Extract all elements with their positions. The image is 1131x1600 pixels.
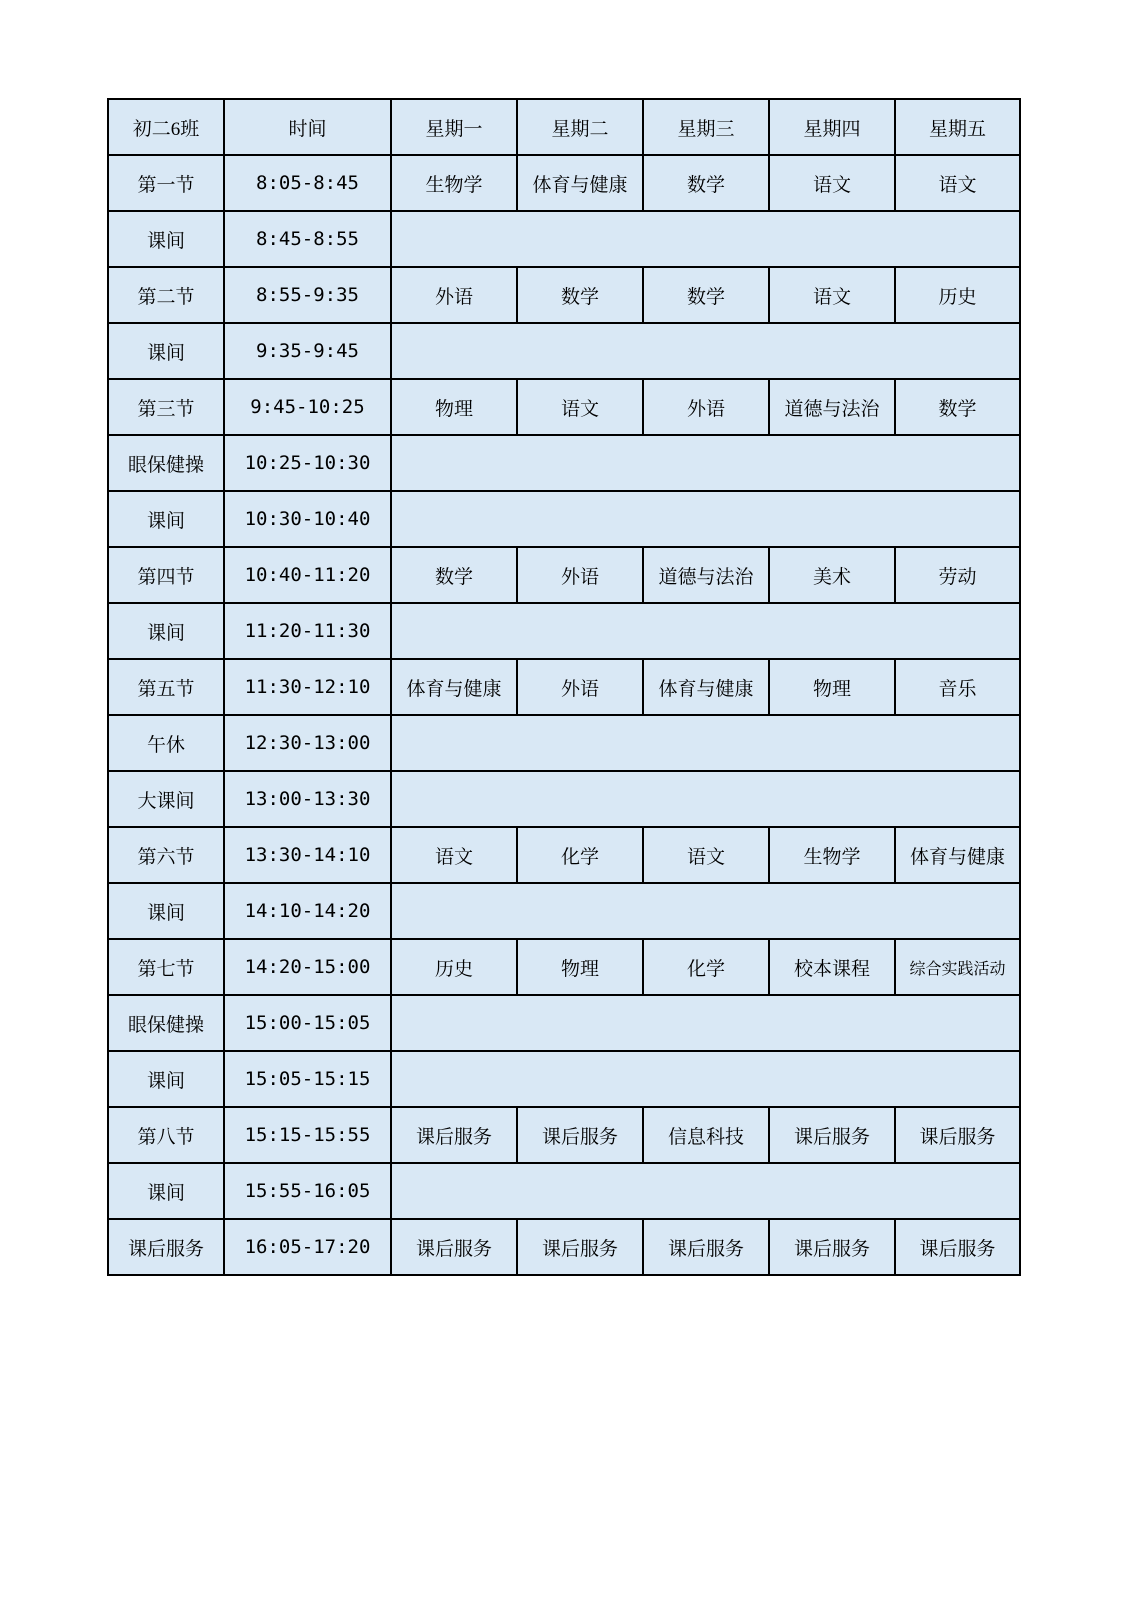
subject-cell: 物理 [518,940,642,994]
period-time: 10:40-11:20 [225,548,390,602]
class-schedule-table [107,98,1021,1276]
period-time: 11:20-11:30 [225,604,390,658]
period-time: 13:00-13:30 [225,772,390,826]
subject-cell: 美术 [770,548,894,602]
table-row [109,212,1019,266]
break-span [392,772,1019,826]
period-label: 课间 [109,1164,223,1218]
table-header [109,100,1019,154]
period-label: 第一节 [109,156,223,210]
table-row [109,772,1019,826]
break-span [392,436,1019,490]
break-span [392,212,1019,266]
period-label: 眼保健操 [109,996,223,1050]
period-label: 课间 [109,1052,223,1106]
period-time: 8:55-9:35 [225,268,390,322]
period-time: 8:05-8:45 [225,156,390,210]
table-header-row [109,100,1019,154]
period-time: 9:45-10:25 [225,380,390,434]
subject-cell: 课后服务 [896,1108,1019,1162]
table-row [109,716,1019,770]
table-row [109,548,1019,602]
period-label: 第三节 [109,380,223,434]
period-label: 第七节 [109,940,223,994]
period-label: 课间 [109,492,223,546]
period-time: 9:35-9:45 [225,324,390,378]
subject-cell: 外语 [644,380,768,434]
header-thursday: 星期四 [770,100,894,154]
subject-cell: 数学 [644,156,768,210]
period-label: 第五节 [109,660,223,714]
period-time: 13:30-14:10 [225,828,390,882]
subject-cell: 课后服务 [392,1108,516,1162]
table-row [109,996,1019,1050]
subject-cell: 课后服务 [770,1108,894,1162]
period-time: 14:10-14:20 [225,884,390,938]
table-row [109,324,1019,378]
subject-cell: 物理 [392,380,516,434]
subject-cell: 体育与健康 [392,660,516,714]
subject-cell: 课后服务 [896,1220,1019,1274]
table-body [109,156,1019,1274]
table-row [109,828,1019,882]
subject-cell: 体育与健康 [896,828,1019,882]
subject-cell: 课后服务 [518,1220,642,1274]
period-label: 眼保健操 [109,436,223,490]
subject-cell: 信息科技 [644,1108,768,1162]
period-time: 10:25-10:30 [225,436,390,490]
subject-cell: 劳动 [896,548,1019,602]
break-span [392,324,1019,378]
table-row [109,1108,1019,1162]
subject-cell: 校本课程 [770,940,894,994]
subject-cell: 综合实践活动 [896,940,1019,994]
period-time: 15:55-16:05 [225,1164,390,1218]
subject-cell: 生物学 [392,156,516,210]
break-span [392,1052,1019,1106]
subject-cell: 语文 [518,380,642,434]
table-row [109,660,1019,714]
break-span [392,492,1019,546]
header-friday: 星期五 [896,100,1019,154]
subject-cell: 课后服务 [644,1220,768,1274]
subject-cell: 语文 [644,828,768,882]
subject-cell: 体育与健康 [644,660,768,714]
subject-cell: 课后服务 [392,1220,516,1274]
subject-cell: 课后服务 [518,1108,642,1162]
subject-cell: 音乐 [896,660,1019,714]
subject-cell: 数学 [518,268,642,322]
period-label: 大课间 [109,772,223,826]
header-monday: 星期一 [392,100,516,154]
subject-cell: 体育与健康 [518,156,642,210]
subject-cell: 语文 [770,156,894,210]
subject-cell: 外语 [518,660,642,714]
subject-cell: 物理 [770,660,894,714]
break-span [392,1164,1019,1218]
table-row [109,1164,1019,1218]
header-time: 时间 [225,100,390,154]
subject-cell: 数学 [392,548,516,602]
table-row [109,156,1019,210]
subject-cell: 语文 [392,828,516,882]
table-row [109,1052,1019,1106]
header-tuesday: 星期二 [518,100,642,154]
period-label: 第六节 [109,828,223,882]
period-time: 11:30-12:10 [225,660,390,714]
break-span [392,884,1019,938]
table-row [109,604,1019,658]
table-row [109,268,1019,322]
period-time: 10:30-10:40 [225,492,390,546]
period-label: 课间 [109,604,223,658]
period-label: 第四节 [109,548,223,602]
table-row [109,940,1019,994]
break-span [392,716,1019,770]
period-label: 第八节 [109,1108,223,1162]
table-row [109,1220,1019,1274]
subject-cell: 生物学 [770,828,894,882]
period-time: 8:45-8:55 [225,212,390,266]
subject-cell: 历史 [896,268,1019,322]
header-wednesday: 星期三 [644,100,768,154]
period-time: 16:05-17:20 [225,1220,390,1274]
subject-cell: 课后服务 [770,1220,894,1274]
table-row [109,884,1019,938]
table-row [109,436,1019,490]
subject-cell: 数学 [644,268,768,322]
subject-cell: 外语 [392,268,516,322]
period-time: 15:15-15:55 [225,1108,390,1162]
period-label: 课间 [109,212,223,266]
subject-cell: 外语 [518,548,642,602]
header-class-name: 初二6班 [109,100,223,154]
period-time: 15:00-15:05 [225,996,390,1050]
period-time: 12:30-13:00 [225,716,390,770]
subject-cell: 历史 [392,940,516,994]
subject-cell: 数学 [896,380,1019,434]
period-label: 课间 [109,324,223,378]
subject-cell: 道德与法治 [770,380,894,434]
period-label: 第二节 [109,268,223,322]
period-time: 14:20-15:00 [225,940,390,994]
subject-cell: 化学 [518,828,642,882]
subject-cell: 语文 [770,268,894,322]
table-row [109,380,1019,434]
period-label: 课后服务 [109,1220,223,1274]
break-span [392,604,1019,658]
table-row [109,492,1019,546]
period-label: 午休 [109,716,223,770]
period-label: 课间 [109,884,223,938]
subject-cell: 道德与法治 [644,548,768,602]
subject-cell: 化学 [644,940,768,994]
break-span [392,996,1019,1050]
period-time: 15:05-15:15 [225,1052,390,1106]
subject-cell: 语文 [896,156,1019,210]
